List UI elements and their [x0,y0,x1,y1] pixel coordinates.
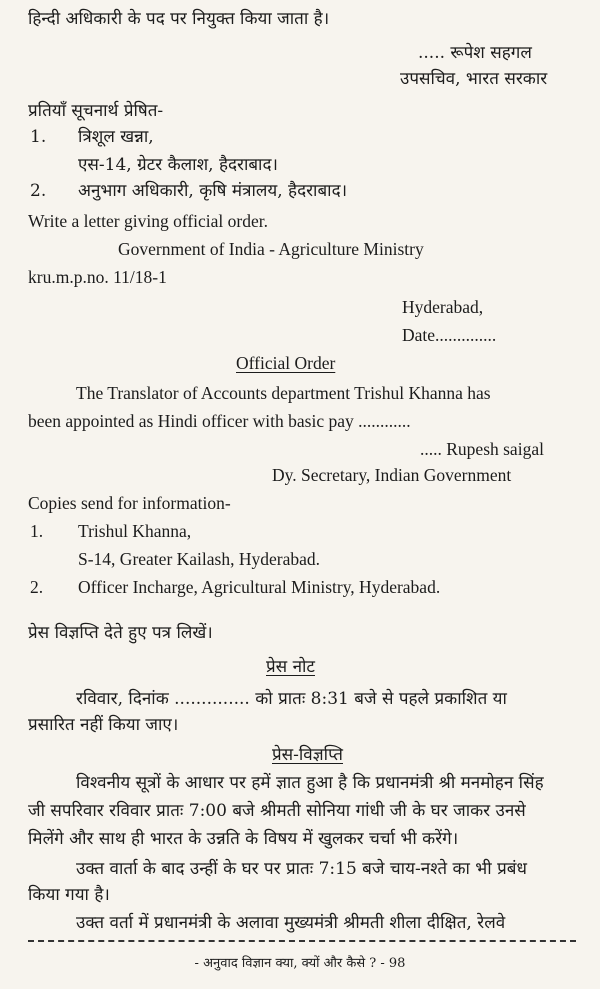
hindi-copy-item-1 [30,126,154,148]
press-release-line: मिलेंगे और साथ ही भारत के उन्नति के विषय में खुलकर चर्चा भी करेंगे। [28,829,459,849]
hindi-closing-line: हिन्दी अधिकारी के पद पर नियुक्त किया जाता है। [28,9,330,29]
order-body-line-2: been appointed as Hindi officer with basic pay ............ [28,411,411,431]
list-number: 2. [30,181,47,201]
english-copies-heading: Copies send for information- [28,493,231,513]
english-prompt: Write a letter giving official order. [28,211,268,231]
press-prompt: प्रेस विज्ञप्ति देते हुए पत्र लिखें। [28,623,213,643]
list-number: 1. [30,127,47,147]
english-copy-item-1-address: S-14, Greater Kailash, Hyderabad. [78,549,320,569]
date-field: Date.............. [402,325,497,345]
page-footer: - अनुवाद विज्ञान क्या, क्यों और कैसे ? - 98 [194,956,406,971]
footer-divider [28,940,576,942]
hindi-designation: उपसचिव, भारत सरकार [400,69,548,89]
press-release-line: जी सपरिवार रविवार प्रातः 7:00 बजे श्रीमती सोनिया गांधी जी के घर जाकर उनसे [28,801,526,821]
hindi-copies-heading: प्रतियाँ सूचनार्थ प्रेषित- [28,101,164,121]
hindi-signature: ..... रूपेश सहगल [418,43,532,63]
english-designation: Dy. Secretary, Indian Government [272,465,512,485]
list-number: 2. [30,577,44,597]
press-release-line: किया गया है। [28,885,110,905]
ref-number: kru.m.p.no. 11/18-1 [28,267,167,287]
press-release-line: उक्त वर्ता में प्रधानमंत्री के अलावा मुख्यमंत्री श्रीमती शीला दीक्षित, रेलवे [76,913,506,933]
press-note-line-1: रविवार, दिनांक .............. को प्रातः 8:31 बजे से पहले प्रकाशित या [76,689,507,709]
place: Hyderabad, [402,297,484,317]
list-number: 1. [30,521,44,541]
press-note-title: प्रेस नोट [266,657,315,677]
copy-line: त्रिशूल खन्ना, [78,127,154,147]
copy-line: Trishul Khanna, [78,521,192,541]
press-release-line: उक्त वार्ता के बाद उन्हीं के घर पर प्रातः 7:15 बजे चाय-नश्ते का भी प्रबंध [76,859,527,879]
press-note-line-2: प्रसारित नहीं किया जाए। [28,715,179,735]
press-release-line: विश्वनीय सूत्रों के आधार पर हमें ज्ञात हुआ है कि प्रधानमंत्री श्री मनमोहन सिंह [76,773,544,793]
english-copy-item-2 [30,576,440,598]
english-copy-item-1 [30,520,191,542]
hindi-copy-item-2 [30,180,347,202]
copy-line: अनुभाग अधिकारी, कृषि मंत्रालय, हैदराबाद। [78,181,348,201]
hindi-copy-item-1-address: एस-14, ग्रेटर कैलाश, हैदराबाद। [78,155,278,175]
press-release-title: प्रेस-विज्ञप्ति [272,745,343,765]
order-body-line-1: The Translator of Accounts department Trishul Khanna has [76,383,491,403]
copy-line: Officer Incharge, Agricultural Ministry, Hyderabad. [78,577,441,597]
english-header: Government of India - Agriculture Ministry [118,239,424,259]
order-title: Official Order [236,353,336,373]
english-signature: ..... Rupesh saigal [420,439,544,459]
